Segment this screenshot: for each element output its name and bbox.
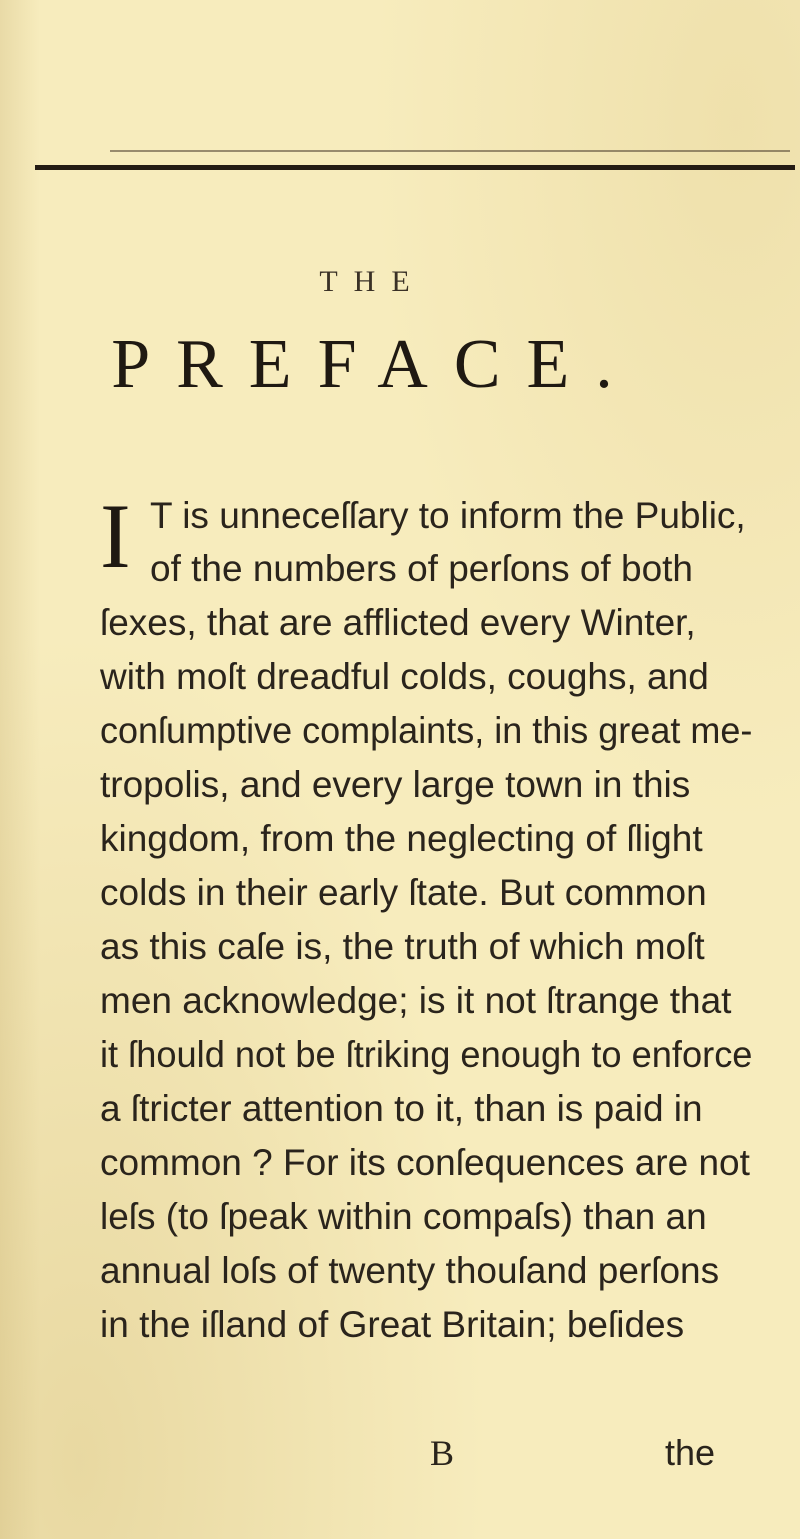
text-line-7: kingdom, from the neglecting of ſlight [100,818,703,859]
text-line-14: leſs (to ſpeak within compaſs) than an [100,1196,707,1237]
drop-cap: I [100,485,131,587]
page-title: PREFACE. [111,326,639,403]
text-line-13: common ? For its conſequences are not [100,1142,750,1183]
text-line-2: of the numbers of perſons of both [150,548,694,589]
text-line-15: annual loſs of twenty thouſand perſons [100,1250,720,1291]
text-line-8: colds in their early ſtate. But common [100,872,707,913]
heading-the: THE [319,265,426,298]
signature-mark: B [430,1433,455,1473]
catchword: the [665,1432,716,1473]
text-line-3: ſexes, that are afflicted every Winter, [100,602,696,643]
text-line-4: with moſt dreadful colds, coughs, and [100,656,709,697]
text-line-12: a ſtricter attention to it, than is paid in [100,1088,703,1129]
text-line-6: tropolis, and every large town in this [100,764,691,805]
text-line-1: T is unneceſſary to inform the Public, [150,495,746,536]
text-line-9: as this caſe is, the truth of which moſt [100,926,705,967]
text-line-5: conſumptive complaints, in this great me- [100,710,753,751]
top-thick-rule [35,165,795,170]
text-line-11: it ſhould not be ſtriking enough to enforce [100,1034,753,1075]
text-line-10: men acknowledge; is it not ſtrange that [100,980,732,1021]
top-thin-rule [110,150,790,152]
text-line-16: in the iſland of Great Britain; beſides [100,1304,685,1345]
